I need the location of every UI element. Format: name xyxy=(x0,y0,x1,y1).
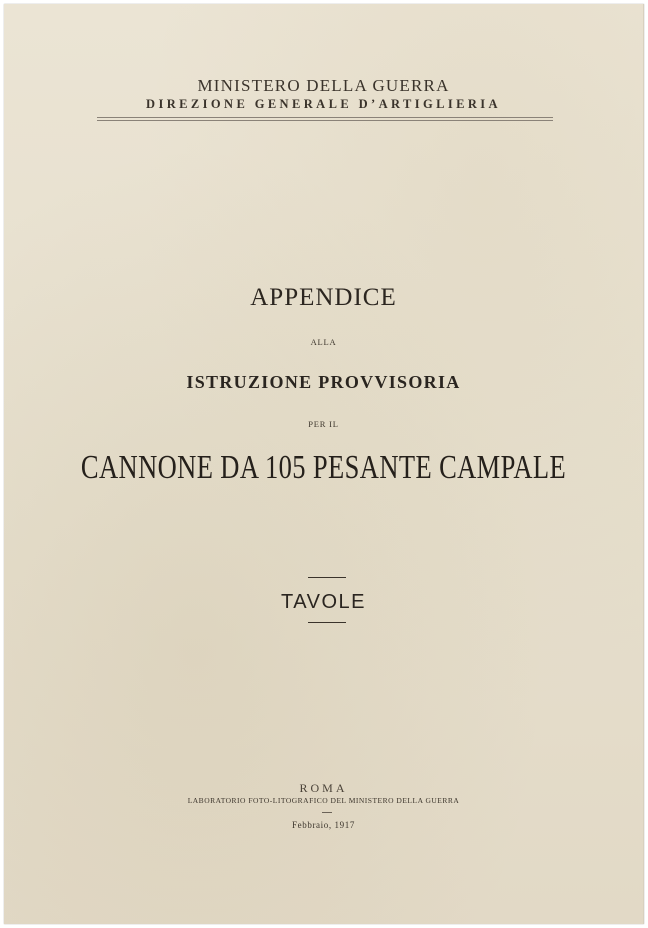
section-rule-bottom xyxy=(308,622,346,623)
document-subject: ISTRUZIONE PROVVISORIA xyxy=(186,372,461,392)
section-label: TAVOLE xyxy=(281,591,366,613)
imprint-printer: LABORATORIO FOTO-LITOGRAFICO DEL MINISTERO DELLA GUERRA xyxy=(187,796,460,805)
weapon-title: CANNONE DA 105 PESANTE CAMPALE xyxy=(80,449,567,486)
title-connector-per-il: PER IL xyxy=(308,419,339,429)
document-page xyxy=(4,4,644,924)
title-connector-alla: ALLA xyxy=(310,337,337,347)
header-double-rule xyxy=(97,117,553,121)
document-title: APPENDICE xyxy=(250,284,397,311)
imprint-city: ROMA xyxy=(299,781,348,795)
imprint-date: Febbraio, 1917 xyxy=(292,820,355,830)
imprint-divider xyxy=(322,812,332,813)
ministry-heading: MINISTERO DELLA GUERRA xyxy=(197,76,450,95)
directorate-heading: DIREZIONE GENERALE D’ARTIGLIERIA xyxy=(146,97,501,111)
section-rule-top xyxy=(308,577,346,578)
